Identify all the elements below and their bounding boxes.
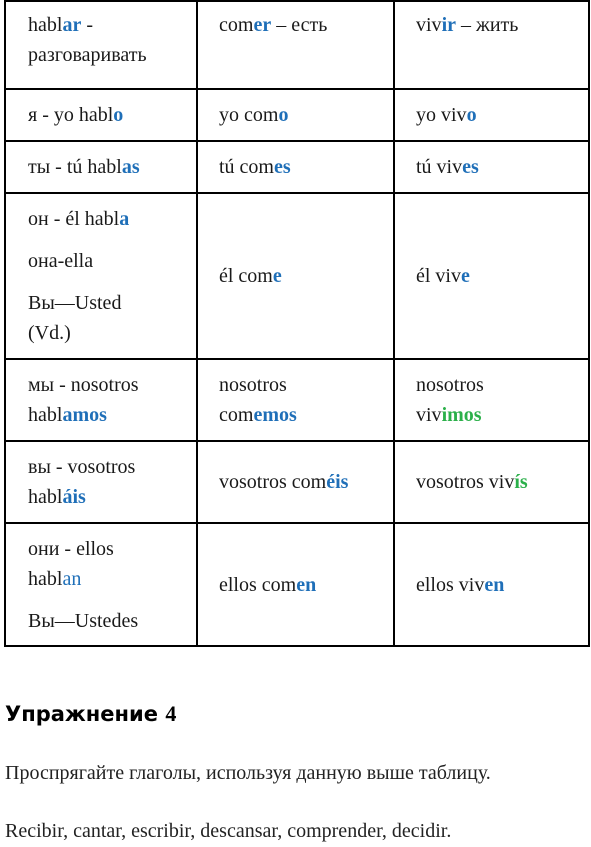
form: ты - tú habl xyxy=(28,156,122,178)
cell-er-el xyxy=(197,193,394,359)
ending: a xyxy=(119,208,130,230)
cell-ar-nosotros xyxy=(5,359,197,441)
line-ustedes: Вы—Ustedes xyxy=(28,609,139,632)
ending: en xyxy=(484,573,505,596)
form: viv xyxy=(416,404,442,426)
cell-er-tu xyxy=(197,141,394,193)
gloss: - разговаривать xyxy=(28,14,147,66)
cell-er-vosotros xyxy=(197,441,394,523)
cell-ir-el xyxy=(394,193,589,359)
exercise-heading-text: Упражнение xyxy=(5,702,159,726)
ending: ir xyxy=(441,14,456,36)
cell-ar-tu xyxy=(5,141,197,193)
ending: emos xyxy=(253,404,297,426)
ending: as xyxy=(121,156,140,178)
gloss: – есть xyxy=(271,14,328,36)
ending: o xyxy=(113,104,124,126)
exercise-instruction: Проспрягайте глаголы, используя данную выше таблицу. xyxy=(5,762,491,784)
ending: e xyxy=(461,265,470,287)
form: yo viv xyxy=(416,104,467,126)
cell-comer xyxy=(197,1,394,89)
cell-ar-vosotros xyxy=(5,441,197,523)
form: habl xyxy=(28,486,63,508)
ending: amos xyxy=(62,404,107,426)
ending: áis xyxy=(62,486,86,508)
cell-er-yo xyxy=(197,89,394,141)
form: yo com xyxy=(219,104,279,126)
pronoun: nosotros xyxy=(219,374,287,396)
form: él viv xyxy=(416,265,461,287)
form: habl xyxy=(28,404,63,426)
cell-ir-ellos xyxy=(394,523,589,646)
form: ellos viv xyxy=(416,573,485,596)
line-ella: она-ella xyxy=(28,250,94,272)
form: vosotros viv xyxy=(416,471,515,493)
form: я - yo habl xyxy=(28,104,114,126)
form: tú com xyxy=(219,156,274,178)
ending: an xyxy=(62,567,82,590)
stem: viv xyxy=(416,14,442,36)
form: él com xyxy=(219,265,273,287)
ending: ar xyxy=(62,14,82,36)
ending: o xyxy=(466,104,477,126)
cell-ir-nosotros xyxy=(394,359,589,441)
table-row-vosotros xyxy=(5,441,589,523)
pronoun: они - ellos xyxy=(28,537,114,560)
form: tú viv xyxy=(416,156,463,178)
ending: imos xyxy=(441,404,482,426)
conjugation-table xyxy=(4,0,590,647)
exercise-heading xyxy=(5,701,176,727)
form: habl xyxy=(28,567,63,590)
ending: en xyxy=(296,573,317,596)
table-row-ellos xyxy=(5,523,589,646)
line-form xyxy=(28,482,186,512)
stem: com xyxy=(219,14,254,36)
line-form xyxy=(219,400,383,430)
cell-ir-yo xyxy=(394,89,589,141)
line-usted: Вы—Usted xyxy=(28,292,122,314)
cell-vivir xyxy=(394,1,589,89)
cell-ar-yo xyxy=(5,89,197,141)
pronoun: вы - vosotros xyxy=(28,456,136,478)
cell-hablar xyxy=(5,1,197,89)
ending: ís xyxy=(514,471,528,493)
table-row-el xyxy=(5,193,589,359)
ending: o xyxy=(278,104,289,126)
line-el xyxy=(28,204,186,234)
form: com xyxy=(219,404,254,426)
table-row-yo xyxy=(5,89,589,141)
table-row-header xyxy=(5,1,589,89)
cell-ir-vosotros xyxy=(394,441,589,523)
cell-er-ellos xyxy=(197,523,394,646)
line-usted-abbr: (Vd.) xyxy=(28,322,71,344)
line-form xyxy=(416,400,578,430)
cell-er-nosotros xyxy=(197,359,394,441)
form: vosotros com xyxy=(219,471,327,493)
stem: habl xyxy=(28,14,63,36)
exercise-number: 4 xyxy=(165,701,177,726)
pronoun: мы - nosotros xyxy=(28,374,139,396)
ending: e xyxy=(272,265,282,287)
line-form xyxy=(28,400,186,430)
form: ellos com xyxy=(219,573,297,596)
form: он - él habl xyxy=(28,208,120,230)
line-form xyxy=(28,564,186,594)
gloss: – жить xyxy=(456,14,519,36)
table-row-nosotros xyxy=(5,359,589,441)
exercise-verb-list: Recibir, cantar, escribir, descansar, comprender, decidir. xyxy=(5,820,452,842)
cell-ir-tu xyxy=(394,141,589,193)
ending: es xyxy=(274,156,291,178)
cell-ar-el xyxy=(5,193,197,359)
ending: es xyxy=(462,156,479,178)
ending: éis xyxy=(326,471,349,493)
cell-ar-ellos xyxy=(5,523,197,646)
pronoun: nosotros xyxy=(416,374,484,396)
table-row-tu xyxy=(5,141,589,193)
ending: er xyxy=(253,14,272,36)
